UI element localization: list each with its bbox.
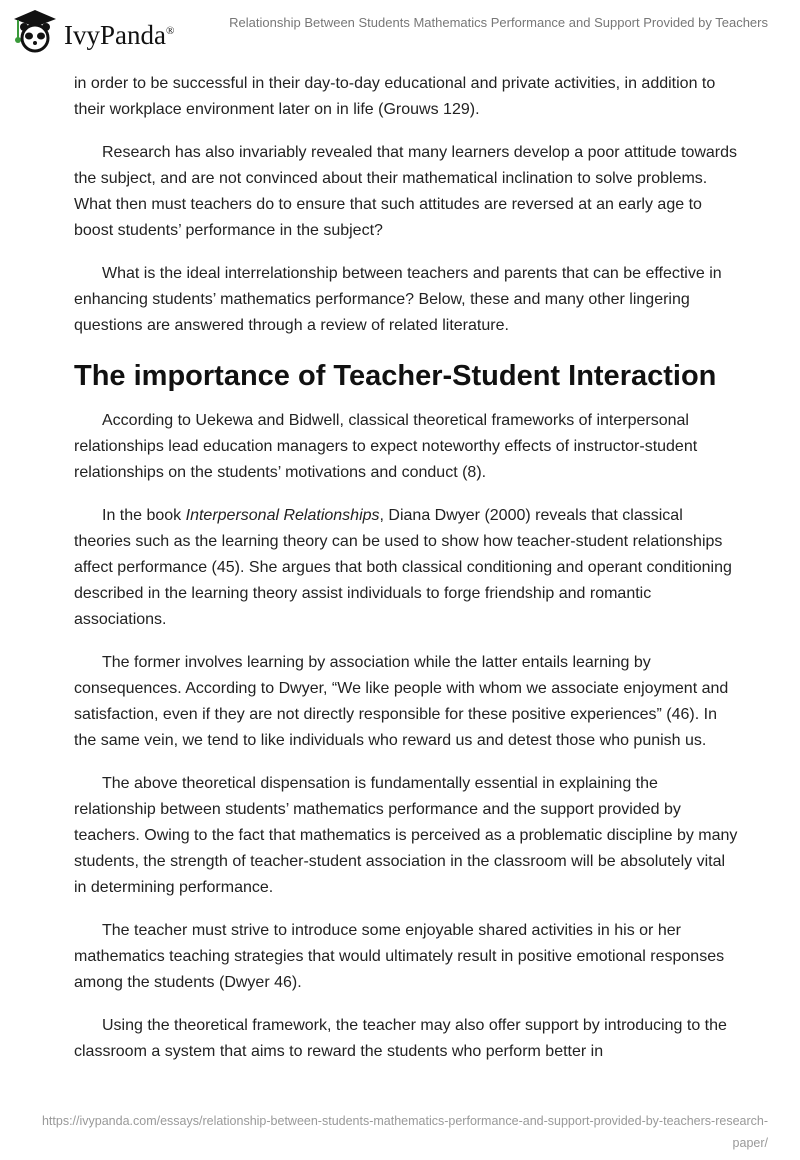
paragraph-text: , Diana Dwyer (2000) reveals that classical theories such as the learning theory can be used to show how teacher-student relationships affect performance (45). She argues that both classical conditioning and operant conditioning described in the learning theory assist individuals to forge friendship and romantic associations. xyxy=(74,507,732,628)
paragraph: in order to be successful in their day-to-day educational and private activities, in addition to their workplace environment later on in life (Grouws 129). xyxy=(74,75,716,118)
panda-graduate-icon xyxy=(12,8,58,54)
paragraph: What is the ideal interrelationship between teachers and parents that can be effective in enhancing students’ mathematics performance? Below, these and many other lingering questions are answered through a review of related literature. xyxy=(74,265,722,334)
book-title: Interpersonal Relationships xyxy=(185,507,380,524)
registered-mark: ® xyxy=(165,24,175,37)
logo-text: IvyPanda xyxy=(64,19,166,50)
essay-content xyxy=(74,71,740,1082)
paragraph xyxy=(74,503,740,633)
section-heading: The importance of Teacher-Student Interaction xyxy=(74,360,717,392)
paragraph: The former involves learning by association while the latter entails learning by consequences. According to Dwyer, “We like people with whom we associate enjoyment and satisfaction, even if they are not directly responsible for these positive experiences” (46). In the same vein, we tend to like individuals who reward us and detest those who punish us. xyxy=(74,654,729,749)
document-title: Relationship Between Students Mathematics Performance and Support Provided by Teachers xyxy=(229,15,768,30)
paragraph: The teacher must strive to introduce some enjoyable shared activities in his or her mathematics teaching strategies that would ultimately result in positive emotional responses among the students (Dwyer 46). xyxy=(74,922,725,991)
paragraph: According to Uekewa and Bidwell, classical theoretical frameworks of interpersonal relationships lead education managers to expect noteworthy effects of instructor-student relationships on the students’ motivations and conduct (8). xyxy=(74,412,698,481)
paragraph: Research has also invariably revealed that many learners develop a poor attitude towards the subject, and are not convinced about their mathematical inclination to solve problems. What then must teachers do to ensure that such attitudes are reversed at an early age to boost students’ performance in the subject? xyxy=(74,144,738,239)
source-url[interactable]: https://ivypanda.com/essays/relationship-between-students-mathematics-performance-and-support-provided-by-teachers-research-paper/ xyxy=(41,1114,768,1150)
ivypanda-logo[interactable] xyxy=(12,8,174,54)
paragraph: Using the theoretical framework, the teacher may also offer support by introducing to the classroom a system that aims to reward the students who perform better in xyxy=(74,1017,727,1060)
paragraph-text: In the book xyxy=(102,507,186,524)
paragraph: The above theoretical dispensation is fundamentally essential in explaining the relationship between students’ mathematics performance and the support provided by teachers. Owing to the fact that mathematics is perceived as a problematic discipline by many students, the strength of teacher-student association in the classroom will be absolutely vital in determining performance. xyxy=(74,775,738,896)
